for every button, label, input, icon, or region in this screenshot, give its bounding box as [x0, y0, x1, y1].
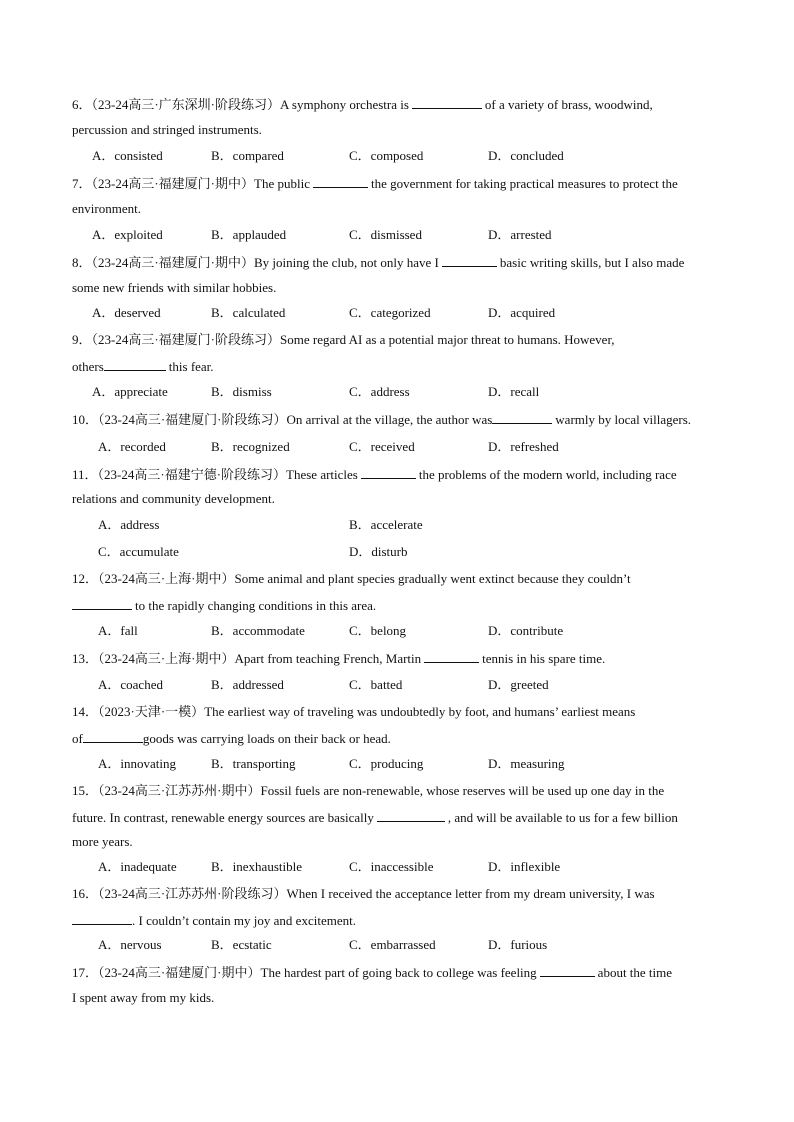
question-11-stem-line2: relations and community development.	[72, 491, 275, 506]
option-a[interactable]: A．nervous	[98, 937, 162, 952]
question-9-stem-line2: others this fear.	[72, 359, 214, 374]
option-a[interactable]: A．appreciate	[92, 384, 168, 399]
answer-blank	[104, 358, 166, 371]
option-d[interactable]: D．inflexible	[488, 859, 561, 874]
option-c[interactable]: C．producing	[349, 756, 424, 771]
question-15-stem-line2: future. In contrast, renewable energy sources are basically , and will be available to us for a few billion	[72, 810, 678, 825]
question-16-stem-line2: . I couldn’t contain my joy and excitement.	[72, 912, 356, 929]
option-b[interactable]: B．compared	[211, 148, 284, 163]
option-c[interactable]: C．batted	[349, 677, 403, 692]
question-7-stem-line2: environment.	[72, 201, 141, 216]
option-d[interactable]: D．concluded	[488, 148, 564, 163]
option-b[interactable]: B．applauded	[211, 227, 287, 242]
answer-blank	[72, 597, 132, 610]
question-16-stem: 16．（23-24高三·江苏苏州·阶段练习）When I received the acceptance letter from my dream university, I was	[72, 886, 655, 901]
question-17-stem: 17．（23-24高三·福建厦门·期中）The hardest part of going back to college was feeling about the time	[72, 965, 673, 980]
option-a[interactable]: A．recorded	[98, 439, 166, 454]
question-12-stem: 12．（23-24高三·上海·期中）Some animal and plant species gradually went extinct because they couldn’t	[72, 571, 631, 586]
option-c[interactable]: C．accumulate	[98, 544, 179, 559]
option-b[interactable]: B．ecstatic	[211, 937, 272, 952]
option-b[interactable]: B．addressed	[211, 677, 284, 692]
option-a[interactable]: A．address	[98, 517, 160, 532]
answer-blank	[313, 175, 368, 188]
option-c[interactable]: C．categorized	[349, 305, 431, 320]
option-c[interactable]: C．belong	[349, 623, 407, 638]
option-d[interactable]: D．furious	[488, 937, 548, 952]
question-15-stem-line3: more years.	[72, 834, 133, 849]
option-b[interactable]: B．transporting	[211, 756, 296, 771]
option-c[interactable]: C．embarrassed	[349, 937, 436, 952]
answer-blank	[83, 730, 143, 743]
option-c[interactable]: C．composed	[349, 148, 424, 163]
option-a[interactable]: A．coached	[98, 677, 163, 692]
question-11-stem: 11．（23-24高三·福建宁德·阶段练习）These articles the problems of the modern world, including race	[72, 467, 677, 482]
option-d[interactable]: D．refreshed	[488, 439, 559, 454]
option-b[interactable]: B．accommodate	[211, 623, 305, 638]
option-a[interactable]: A．deserved	[92, 305, 161, 320]
question-14-stem-line2: of goods was carrying loads on their back or head.	[72, 731, 391, 746]
answer-blank	[540, 964, 595, 977]
option-d[interactable]: D．measuring	[488, 756, 565, 771]
question-9-stem: 9．（23-24高三·福建厦门·阶段练习）Some regard AI as a potential major threat to humans. However,	[72, 332, 615, 347]
answer-blank	[424, 650, 479, 663]
option-a[interactable]: A．fall	[98, 623, 138, 638]
option-a[interactable]: A．exploited	[92, 227, 163, 242]
option-b[interactable]: B．recognized	[211, 439, 290, 454]
option-d[interactable]: D．recall	[488, 384, 540, 399]
option-c[interactable]: C．dismissed	[349, 227, 422, 242]
answer-blank	[412, 96, 482, 109]
option-c[interactable]: C．address	[349, 384, 410, 399]
option-d[interactable]: D．disturb	[349, 544, 408, 559]
question-7-stem: 7．（23-24高三·福建厦门·期中）The public the government for taking practical measures to protect the	[72, 176, 678, 191]
question-17-stem-line2: I spent away from my kids.	[72, 990, 215, 1005]
option-a[interactable]: A．innovating	[98, 756, 176, 771]
question-8-stem-line2: some new friends with similar hobbies.	[72, 280, 277, 295]
option-b[interactable]: B．accelerate	[349, 517, 423, 532]
question-14-stem: 14．（2023·天津·一模）The earliest way of traveling was undoubtedly by foot, and humans’ earliest means	[72, 704, 636, 719]
option-a[interactable]: A．inadequate	[98, 859, 177, 874]
option-d[interactable]: D．contribute	[488, 623, 564, 638]
answer-blank	[377, 809, 445, 822]
question-13-stem: 13．（23-24高三·上海·期中）Apart from teaching French, Martin tennis in his spare time.	[72, 651, 606, 666]
answer-blank	[492, 411, 552, 424]
answer-blank	[72, 912, 132, 925]
option-d[interactable]: D．arrested	[488, 227, 552, 242]
option-b[interactable]: B．dismiss	[211, 384, 272, 399]
question-6-stem: 6．（23-24高三·广东深圳·阶段练习）A symphony orchestra is of a variety of brass, woodwind,	[72, 97, 653, 112]
option-a[interactable]: A．consisted	[92, 148, 163, 163]
answer-blank	[361, 466, 416, 479]
option-c[interactable]: C．inaccessible	[349, 859, 434, 874]
option-d[interactable]: D．acquired	[488, 305, 556, 320]
question-10-stem: 10．（23-24高三·福建厦门·阶段练习）On arrival at the village, the author was warmly by local villagers.	[72, 412, 692, 427]
option-b[interactable]: B．inexhaustible	[211, 859, 302, 874]
question-6-stem-line2: percussion and stringed instruments.	[72, 122, 262, 137]
question-8-stem: 8．（23-24高三·福建厦门·期中）By joining the club, not only have I basic writing skills, but I also made	[72, 255, 685, 270]
answer-blank	[442, 254, 497, 267]
option-b[interactable]: B．calculated	[211, 305, 286, 320]
question-12-stem-line2: to the rapidly changing conditions in this area.	[72, 597, 376, 614]
option-c[interactable]: C．received	[349, 439, 415, 454]
option-d[interactable]: D．greeted	[488, 677, 549, 692]
question-15-stem: 15．（23-24高三·江苏苏州·期中）Fossil fuels are non-renewable, whose reserves will be used up one day in the	[72, 783, 665, 798]
